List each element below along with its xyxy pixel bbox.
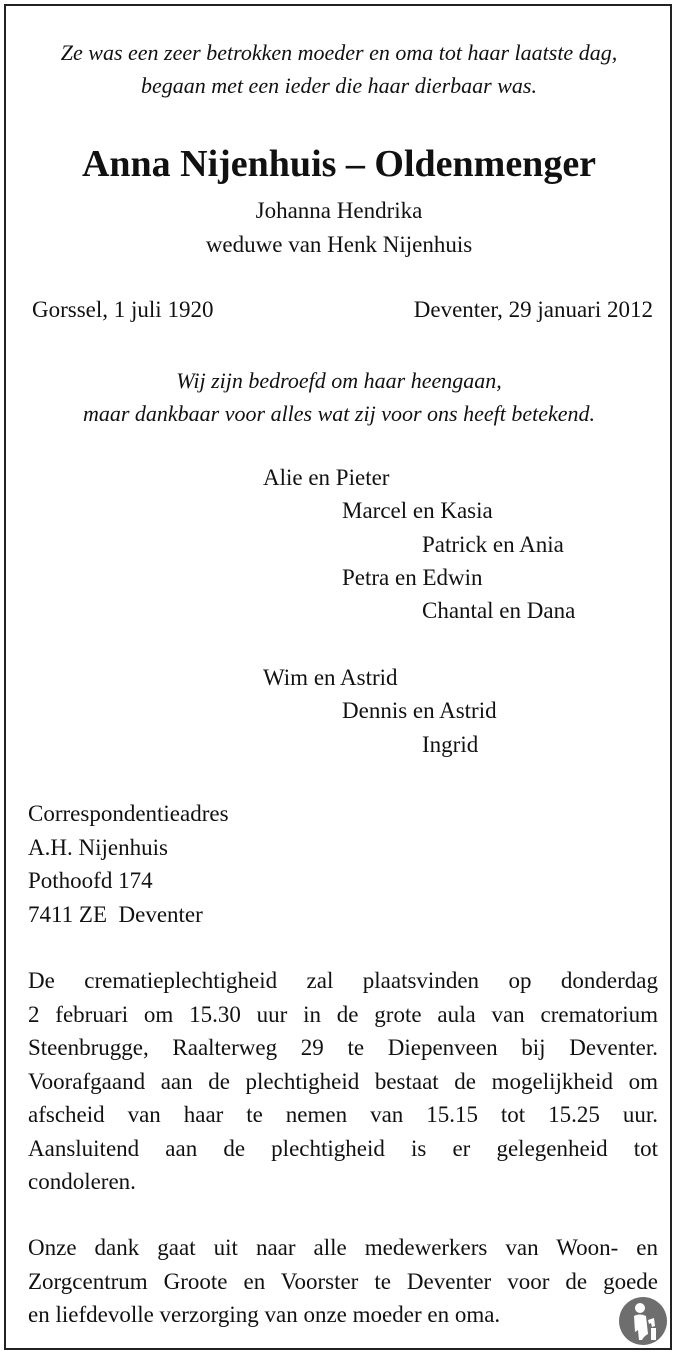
death-date: Deventer, 29 januari 2012: [413, 297, 653, 322]
ceremony-line: Steenbrugge, Raalterweg 29 te Diepenveen bij Deventer.: [28, 1035, 658, 1060]
family-member: Petra en Edwin: [342, 565, 483, 590]
deceased-name: Anna Nijenhuis – Oldenmenger: [81, 143, 597, 185]
ceremony-line: Aansluitend aan de plechtigheid is er gelegenheid tot: [28, 1135, 658, 1161]
thanks-line: en liefdevolle verzorging van onze moeder en oma.: [28, 1302, 501, 1327]
ceremony-line: De crematieplechtigheid zal plaatsvinden op donderdag: [28, 968, 658, 993]
memorial-figure-icon: [618, 1296, 668, 1346]
motto-bottom-line-2: maar dankbaar voor alles wat zij voor ons heeft betekend.: [82, 401, 596, 426]
given-names: Johanna Hendrika: [255, 198, 423, 223]
family-member: Marcel en Kasia: [342, 498, 493, 523]
thanks-line: Zorgcentrum Groote en Voorster te Deventer voor de goede: [28, 1268, 658, 1294]
ceremony-line: Voorafgaand aan de plechtigheid bestaat de mogelijkheid om: [28, 1068, 658, 1094]
motto-bottom-line-1: Wij zijn bedroefd om haar heengaan,: [176, 368, 502, 393]
correspondence-heading: Correspondentieadres: [28, 801, 229, 826]
thanks-line: Onze dank gaat uit naar alle medewerkers van Woon- en: [28, 1235, 658, 1260]
correspondence-name: A.H. Nijenhuis: [28, 835, 168, 860]
widow-of: weduwe van Henk Nijenhuis: [205, 232, 473, 257]
family-member: Chantal en Dana: [422, 598, 576, 623]
family-member: Wim en Astrid: [263, 665, 398, 690]
family-member: Dennis en Astrid: [342, 698, 497, 723]
correspondence-city: 7411 ZE Deventer: [28, 902, 203, 927]
ceremony-line: 2 februari om 15.30 uur in de grote aula van crematorium: [28, 1001, 658, 1027]
family-member: Patrick en Ania: [422, 532, 564, 557]
ceremony-line: condoleren.: [28, 1169, 136, 1194]
motto-top-line-1: Ze was een zeer betrokken moeder en oma tot haar laatste dag,: [60, 40, 618, 65]
ceremony-line: afscheid van haar te nemen van 15.15 tot 15.25 uur.: [28, 1102, 658, 1127]
family-member: Alie en Pieter: [263, 465, 390, 490]
birth-date: Gorssel, 1 juli 1920: [32, 297, 214, 322]
family-member: Ingrid: [422, 732, 479, 757]
motto-top-line-2: begaan met een ieder die haar dierbaar was.: [141, 73, 537, 98]
thanks-paragraph: [28, 1231, 658, 1332]
correspondence-street: Pothoofd 174: [28, 868, 153, 893]
ceremony-paragraph: [28, 964, 658, 1199]
